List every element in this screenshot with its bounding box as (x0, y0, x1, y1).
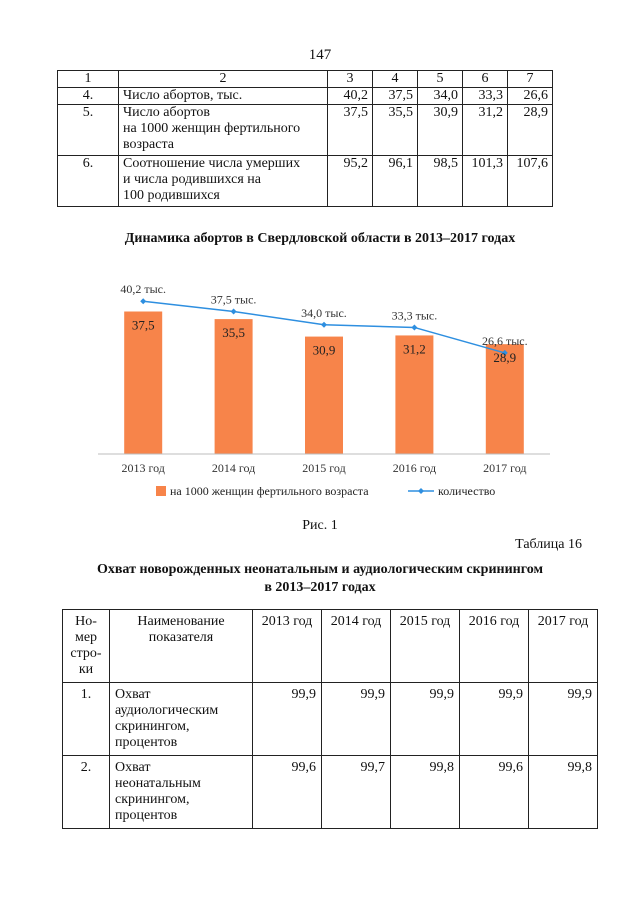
x-tick-label: 2013 год (121, 461, 165, 475)
value-cell: 99,8 (391, 756, 460, 829)
row-number: 1. (63, 683, 110, 756)
label-line: скринингом, (115, 719, 190, 734)
header-cell-name (110, 610, 253, 683)
line-value-label: 26,6 тыс. (481, 333, 528, 348)
line-point-1 (140, 298, 146, 304)
header-cell-year: 2017 год (529, 610, 598, 683)
x-tick-label: 2014 год (211, 461, 256, 475)
label-line: процентов (115, 735, 178, 750)
value-cell: 37,5 (328, 105, 373, 156)
header-cell: 6 (463, 71, 508, 88)
value-cell: 37,5 (373, 88, 418, 105)
table-row (63, 756, 598, 829)
header-cell: 2 (119, 71, 328, 88)
value-cell: 95,2 (328, 156, 373, 207)
label-line: аудиологическим (115, 703, 219, 718)
header-cell-num (63, 610, 110, 683)
header-cell: 4 (373, 71, 418, 88)
value-cell: 101,3 (463, 156, 508, 207)
label-line: Охват (115, 760, 151, 775)
title-line: Охват новорожденных неонатальным и аудиологическим скринингом (96, 562, 544, 577)
label-line: Число абортов, тыс. (123, 88, 243, 103)
bar-value-label: 35,5 (222, 325, 245, 341)
value-cell: 28,9 (508, 105, 553, 156)
line-point-3 (321, 322, 327, 328)
row-number: 5. (58, 105, 119, 156)
bar-value-label: 31,2 (403, 341, 426, 357)
value-cell: 35,5 (373, 105, 418, 156)
header-line: стро- (70, 646, 102, 661)
line-value-label: 33,3 тыс. (391, 308, 438, 323)
header-cell-year: 2015 год (391, 610, 460, 683)
value-cell: 26,6 (508, 88, 553, 105)
title-line: в 2013–2017 годах (264, 580, 376, 595)
bar-value-label: 37,5 (131, 317, 155, 333)
label-line: на 1000 женщин фертильного (123, 121, 301, 136)
figure-caption: Рис. 1 (302, 518, 338, 533)
header-cell-year: 2013 год (253, 610, 322, 683)
row-label (119, 105, 328, 156)
table-row (58, 88, 553, 105)
line-value-label: 34,0 тыс. (301, 305, 347, 320)
value-cell: 30,9 (418, 105, 463, 156)
value-cell: 99,6 (253, 756, 322, 829)
table-row (63, 683, 598, 756)
page-number: 147 (308, 47, 332, 63)
value-cell: 33,3 (463, 88, 508, 105)
table-row (58, 105, 553, 156)
table-label: Таблица 16 (515, 537, 582, 552)
label-line: Соотношение числа умерших (123, 156, 301, 171)
value-cell: 99,8 (529, 756, 598, 829)
label-line: возраста (123, 137, 174, 152)
line-point-4 (411, 324, 417, 330)
label-line: и числа родившихся на (123, 172, 261, 187)
header-line: Наименование (137, 614, 225, 629)
label-line: Число абортов (123, 105, 210, 120)
value-cell: 31,2 (463, 105, 508, 156)
value-cell: 99,6 (460, 756, 529, 829)
value-cell: 107,6 (508, 156, 553, 207)
chart-svg (96, 254, 552, 516)
row-number: 6. (58, 156, 119, 207)
table2-title (0, 561, 640, 597)
x-tick-label: 2015 год (302, 461, 346, 475)
indicators-table (57, 70, 553, 207)
screening-table (62, 609, 598, 829)
row-number: 4. (58, 88, 119, 105)
value-cell: 99,9 (460, 683, 529, 756)
value-cell: 99,9 (529, 683, 598, 756)
row-number: 2. (63, 756, 110, 829)
row-label (110, 756, 253, 829)
bar-1 (124, 312, 162, 455)
legend-line-marker (418, 488, 424, 494)
value-cell: 99,9 (253, 683, 322, 756)
label-line: неонатальным (115, 776, 201, 791)
label-line: скринингом, (115, 792, 190, 807)
line-value-label: 37,5 тыс. (210, 292, 257, 307)
header-cell: 1 (58, 71, 119, 88)
bar-value-label: 28,9 (493, 350, 517, 366)
value-cell: 99,9 (322, 683, 391, 756)
header-line: ки (78, 662, 94, 677)
header-cell-year: 2014 год (322, 610, 391, 683)
value-cell: 96,1 (373, 156, 418, 207)
table-header-row (58, 71, 553, 88)
chart-title: Динамика абортов в Свердловской области в 2013–2017 годах (124, 231, 516, 246)
line-point-2 (231, 309, 237, 315)
row-label (119, 156, 328, 207)
header-line: Но- (75, 614, 97, 629)
legend-bar-swatch (156, 486, 166, 496)
x-tick-label: 2017 год (483, 461, 527, 475)
value-cell: 98,5 (418, 156, 463, 207)
header-cell: 5 (418, 71, 463, 88)
x-tick-label: 2016 год (392, 461, 437, 475)
row-label (110, 683, 253, 756)
table-row (58, 156, 553, 207)
table-header-row (63, 610, 598, 683)
row-label (119, 88, 328, 105)
line-value-label: 40,2 тыс. (120, 282, 167, 297)
header-cell: 7 (508, 71, 553, 88)
header-cell: 3 (328, 71, 373, 88)
header-line: показателя (148, 630, 214, 645)
label-line: Охват (115, 687, 151, 702)
value-cell: 99,9 (391, 683, 460, 756)
header-line: мер (74, 630, 98, 645)
abortion-chart (96, 254, 552, 516)
label-line: 100 родившихся (123, 188, 220, 203)
value-cell: 99,7 (322, 756, 391, 829)
header-cell-year: 2016 год (460, 610, 529, 683)
legend-line-label: количество (438, 484, 496, 498)
value-cell: 34,0 (418, 88, 463, 105)
bar-value-label: 30,9 (312, 342, 336, 358)
value-cell: 40,2 (328, 88, 373, 105)
label-line: процентов (115, 808, 178, 823)
legend-bar-label: на 1000 женщин фертильного возраста (170, 484, 369, 498)
